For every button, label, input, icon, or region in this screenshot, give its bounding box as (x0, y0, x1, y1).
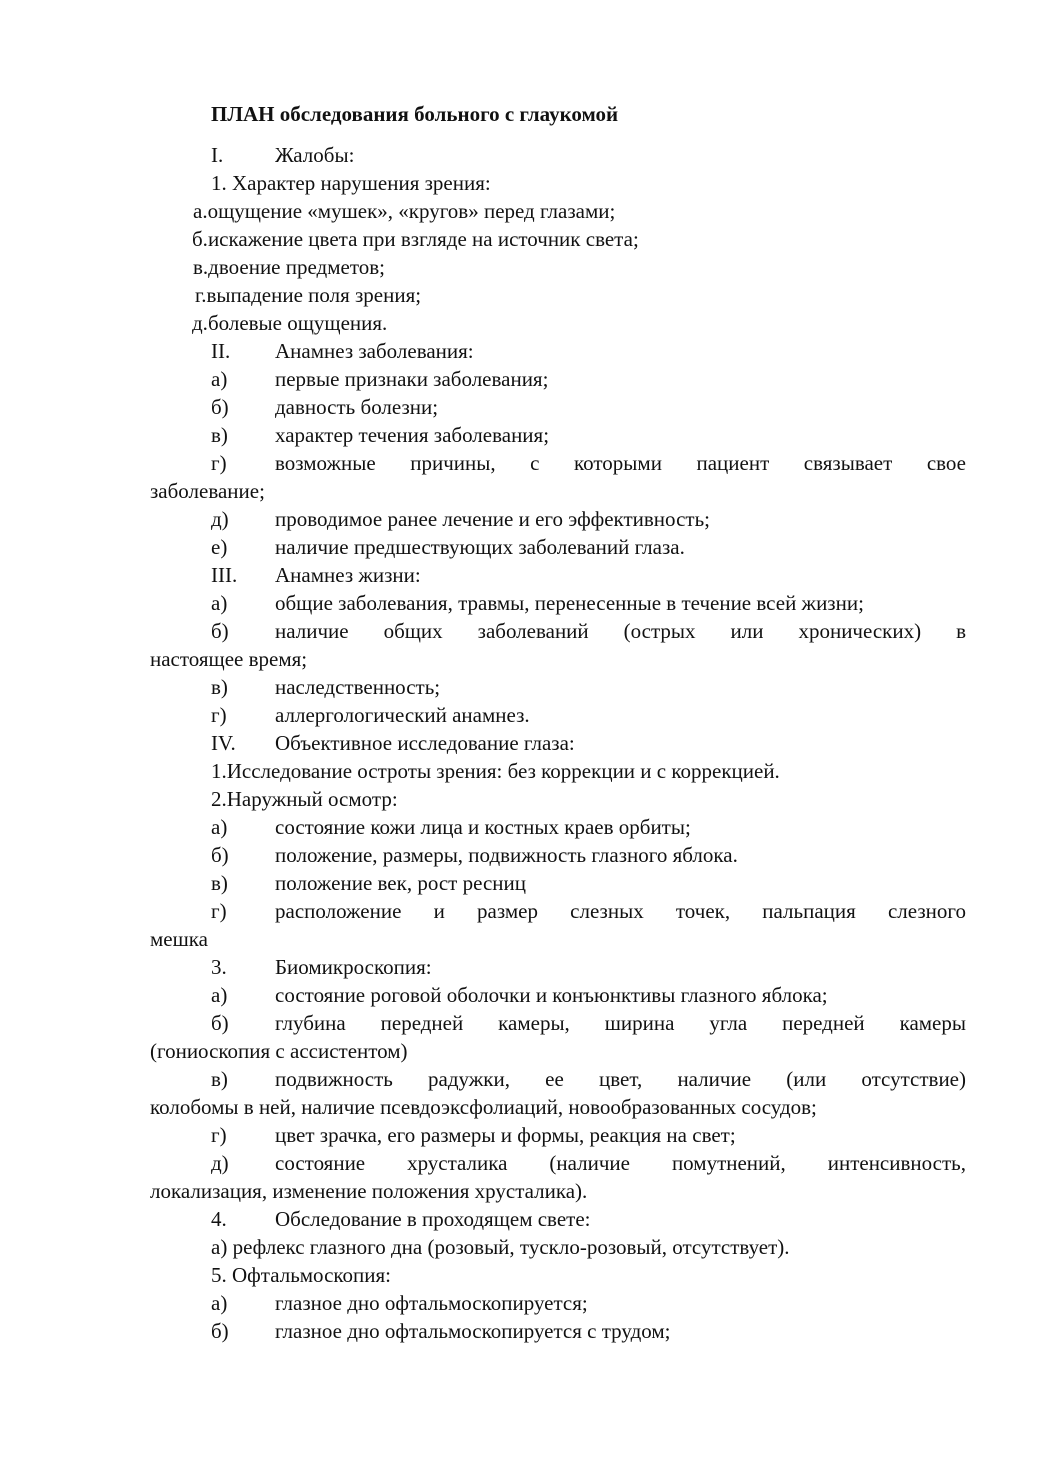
section-1-heading (211, 141, 354, 169)
list-item: г) аллергологический анамнез. (211, 703, 530, 727)
list-item: а) рефлекс глазного дна (розовый, тускло-розовый, отсутствует). (211, 1235, 790, 1259)
list-item: б.искажение цвета при взгляде на источник света; (192, 227, 639, 251)
subsection-ophthalmoscopy: 5. Офтальмоскопия: (211, 1263, 392, 1287)
list-item: а) общие заболевания, травмы, перенесенные в течение всей жизни; (211, 591, 864, 615)
section-4-number: IV. (211, 731, 236, 755)
list-item: в) характер течения заболевания; (211, 423, 550, 447)
list-item: д) проводимое ранее лечение и его эффективность; (211, 507, 710, 531)
section-3-number: III. (211, 563, 238, 587)
list-item-justified: в) подвижность радужки, ее цвет, наличие (или отсутствие) (211, 1067, 966, 1091)
section-3-heading (211, 561, 421, 589)
list-item: в) положение век, рост ресниц (211, 871, 526, 895)
list-item-justified: б) глубина передней камеры, ширина угла передней камеры (211, 1011, 966, 1035)
list-item-justified: г) расположение и размер слезных точек, пальпация слезного (211, 899, 966, 923)
section-1-subheading: 1. Характер нарушения зрения: (211, 171, 491, 195)
section-1-title: Жалобы: (275, 143, 355, 167)
list-item-continuation: локализация, изменение положения хрусталика). (150, 1179, 588, 1203)
list-item: б) положение, размеры, подвижность глазного яблока. (211, 843, 738, 867)
subsection-visual-acuity: 1.Исследование остроты зрения: без коррекции и с коррекцией. (211, 759, 780, 783)
document-title: ПЛАН обследования больного с глаукомой (211, 102, 619, 126)
list-item: г.выпадение поля зрения; (195, 283, 422, 307)
list-item: в.двоение предметов; (193, 255, 385, 279)
list-item-justified: д) состояние хрусталика (наличие помутнений, интенсивность, (211, 1151, 966, 1175)
list-item-justified: г) возможные причины, с которыми пациент связывает свое (211, 451, 966, 475)
list-item-continuation: мешка (150, 927, 208, 951)
list-item-continuation: заболевание; (150, 479, 265, 503)
list-item: а) первые признаки заболевания; (211, 367, 549, 391)
list-item: б) давность болезни; (211, 395, 439, 419)
list-item-continuation: настоящее время; (150, 647, 308, 671)
list-item: е) наличие предшествующих заболеваний глаза. (211, 535, 685, 559)
list-item: а) состояние роговой оболочки и конъюнктивы глазного яблока; (211, 983, 828, 1007)
section-3-title: Анамнез жизни: (275, 563, 421, 587)
subsection-transmitted-light: 4. Обследование в проходящем свете: (211, 1207, 591, 1231)
subsection-biomicroscopy: 3. Биомикроскопия: (211, 955, 432, 979)
list-item: а) глазное дно офтальмоскопируется; (211, 1291, 588, 1315)
subsection-external-exam: 2.Наружный осмотр: (211, 787, 398, 811)
list-item: а) состояние кожи лица и костных краев орбиты; (211, 815, 691, 839)
section-2-title: Анамнез заболевания: (275, 339, 474, 363)
list-item: а.ощущение «мушек», «кругов» перед глазами; (193, 199, 616, 223)
list-item: д.болевые ощущения. (192, 311, 388, 335)
list-item-continuation: колобомы в ней, наличие псевдоэксфолиаций, новообразованных сосудов; (150, 1095, 817, 1119)
section-2-heading (211, 337, 474, 365)
section-4-title: Объективное исследование глаза: (275, 731, 575, 755)
list-item: г) цвет зрачка, его размеры и формы, реакция на свет; (211, 1123, 736, 1147)
list-item-continuation: (гониоскопия с ассистентом) (150, 1039, 408, 1063)
section-2-number: II. (211, 339, 231, 363)
list-item-justified: б) наличие общих заболеваний (острых или хронических) в (211, 619, 966, 643)
section-1-number: I. (211, 143, 224, 167)
list-item: в) наследственность; (211, 675, 441, 699)
section-4-heading (211, 729, 575, 757)
list-item: б) глазное дно офтальмоскопируется с трудом; (211, 1319, 671, 1343)
